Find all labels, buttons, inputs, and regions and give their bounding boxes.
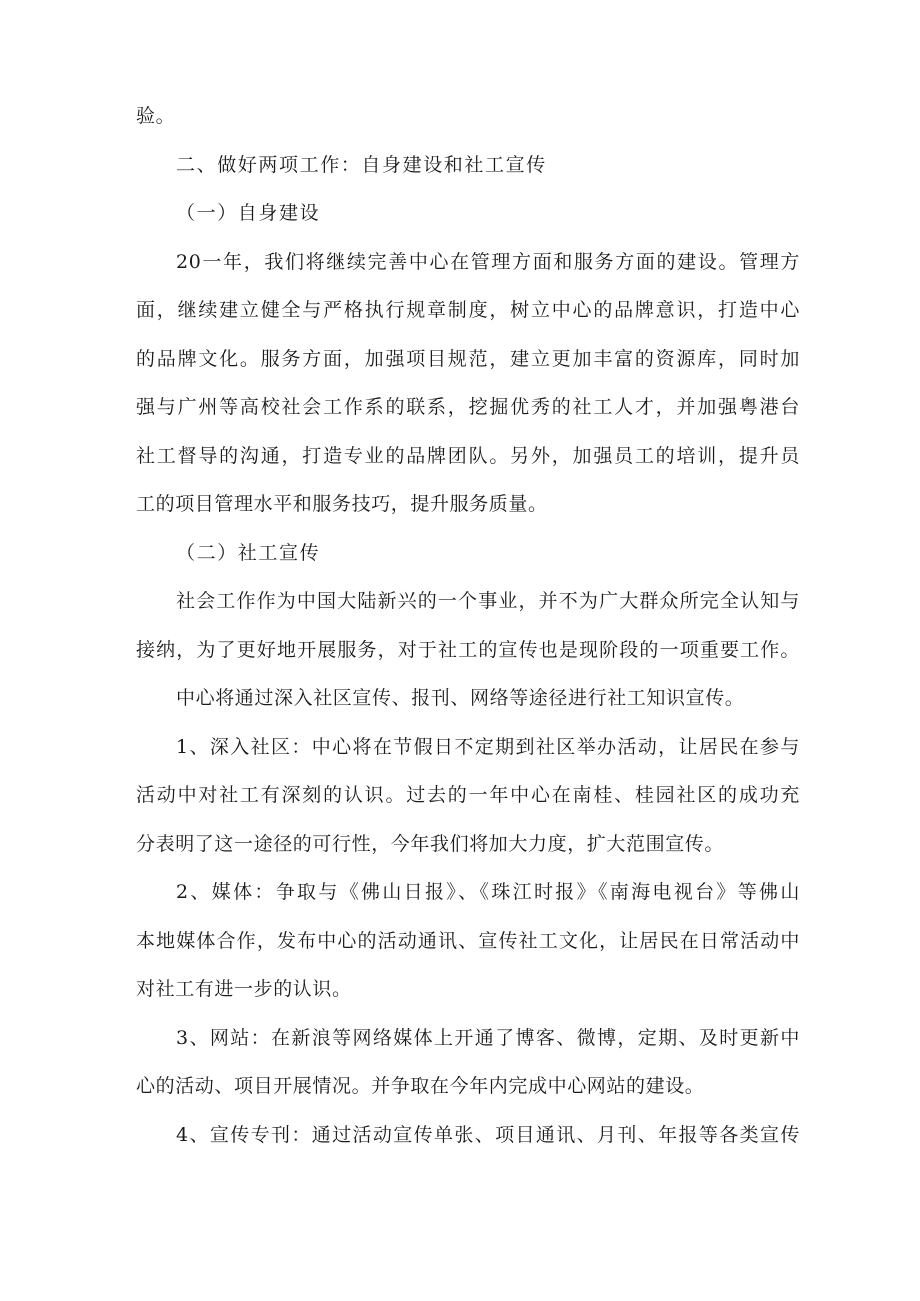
text-line: 心的活动、项目开展情况。并争取在今年内完成中心网站的建设。 (136, 1075, 705, 1097)
text-line: 社会工作作为中国大陆新兴的一个事业，并不为广大群众所完全认知与 (176, 590, 800, 612)
text-line: 活动中对社工有深刻的认识。过去的一年中心在南桂、桂园社区的成功充 (136, 784, 800, 806)
text-line: 分表明了这一途径的可行性，今年我们将加大力度，扩大范围宣传。 (136, 832, 725, 855)
section-heading: （一）自身建设 (176, 202, 321, 224)
document-body (136, 92, 800, 1159)
text-line: 20一年，我们将继续完善中心在管理方面和服务方面的建设。管理方 (176, 250, 800, 273)
text-line: 对社工有进一步的认识。 (136, 978, 352, 1000)
text-line: 社工督导的沟通，打造专业的品牌团队。另外，加强员工的培训，提升员 (136, 444, 800, 467)
text-line: 的品牌文化。服务方面，加强项目规范，建立更加丰富的资源库，同时加 (136, 347, 800, 370)
text-line: 面，继续建立健全与严格执行规章制度，树立中心的品牌意识，打造中心 (136, 299, 800, 321)
section-heading: 二、做好两项工作：自身建设和社工宣传 (176, 153, 547, 176)
text-line: 本地媒体合作，发布中心的活动通讯、宣传社工文化，让居民在日常活动中 (136, 929, 800, 952)
text-line: 4、宣传专刊：通过活动宣传单张、项目通讯、月刊、年报等各类宣传 (176, 1123, 800, 1146)
text-line: 验。 (136, 105, 176, 127)
text-line: 工的项目管理水平和服务技巧，提升服务质量。 (136, 493, 548, 515)
text-line: 强与广州等高校社会工作系的联系，挖掘优秀的社工人才，并加强粤港台 (136, 396, 800, 418)
text-line: 3、网站：在新浪等网络媒体上开通了博客、微博，定期、及时更新中 (176, 1026, 800, 1049)
section-heading: （二）社工宣传 (176, 541, 321, 564)
text-line: 中心将通过深入社区宣传、报刊、网络等途径进行社工知识宣传。 (176, 687, 745, 709)
text-line: 2、媒体：争取与《佛山日报》、《珠江时报》《南海电视台》等佛山 (176, 881, 800, 903)
text-line: 接纳，为了更好地开展服务，对于社工的宣传也是现阶段的一项重要工作。 (136, 638, 800, 661)
text-line: 1、深入社区：中心将在节假日不定期到社区举办活动，让居民在参与 (176, 735, 800, 758)
